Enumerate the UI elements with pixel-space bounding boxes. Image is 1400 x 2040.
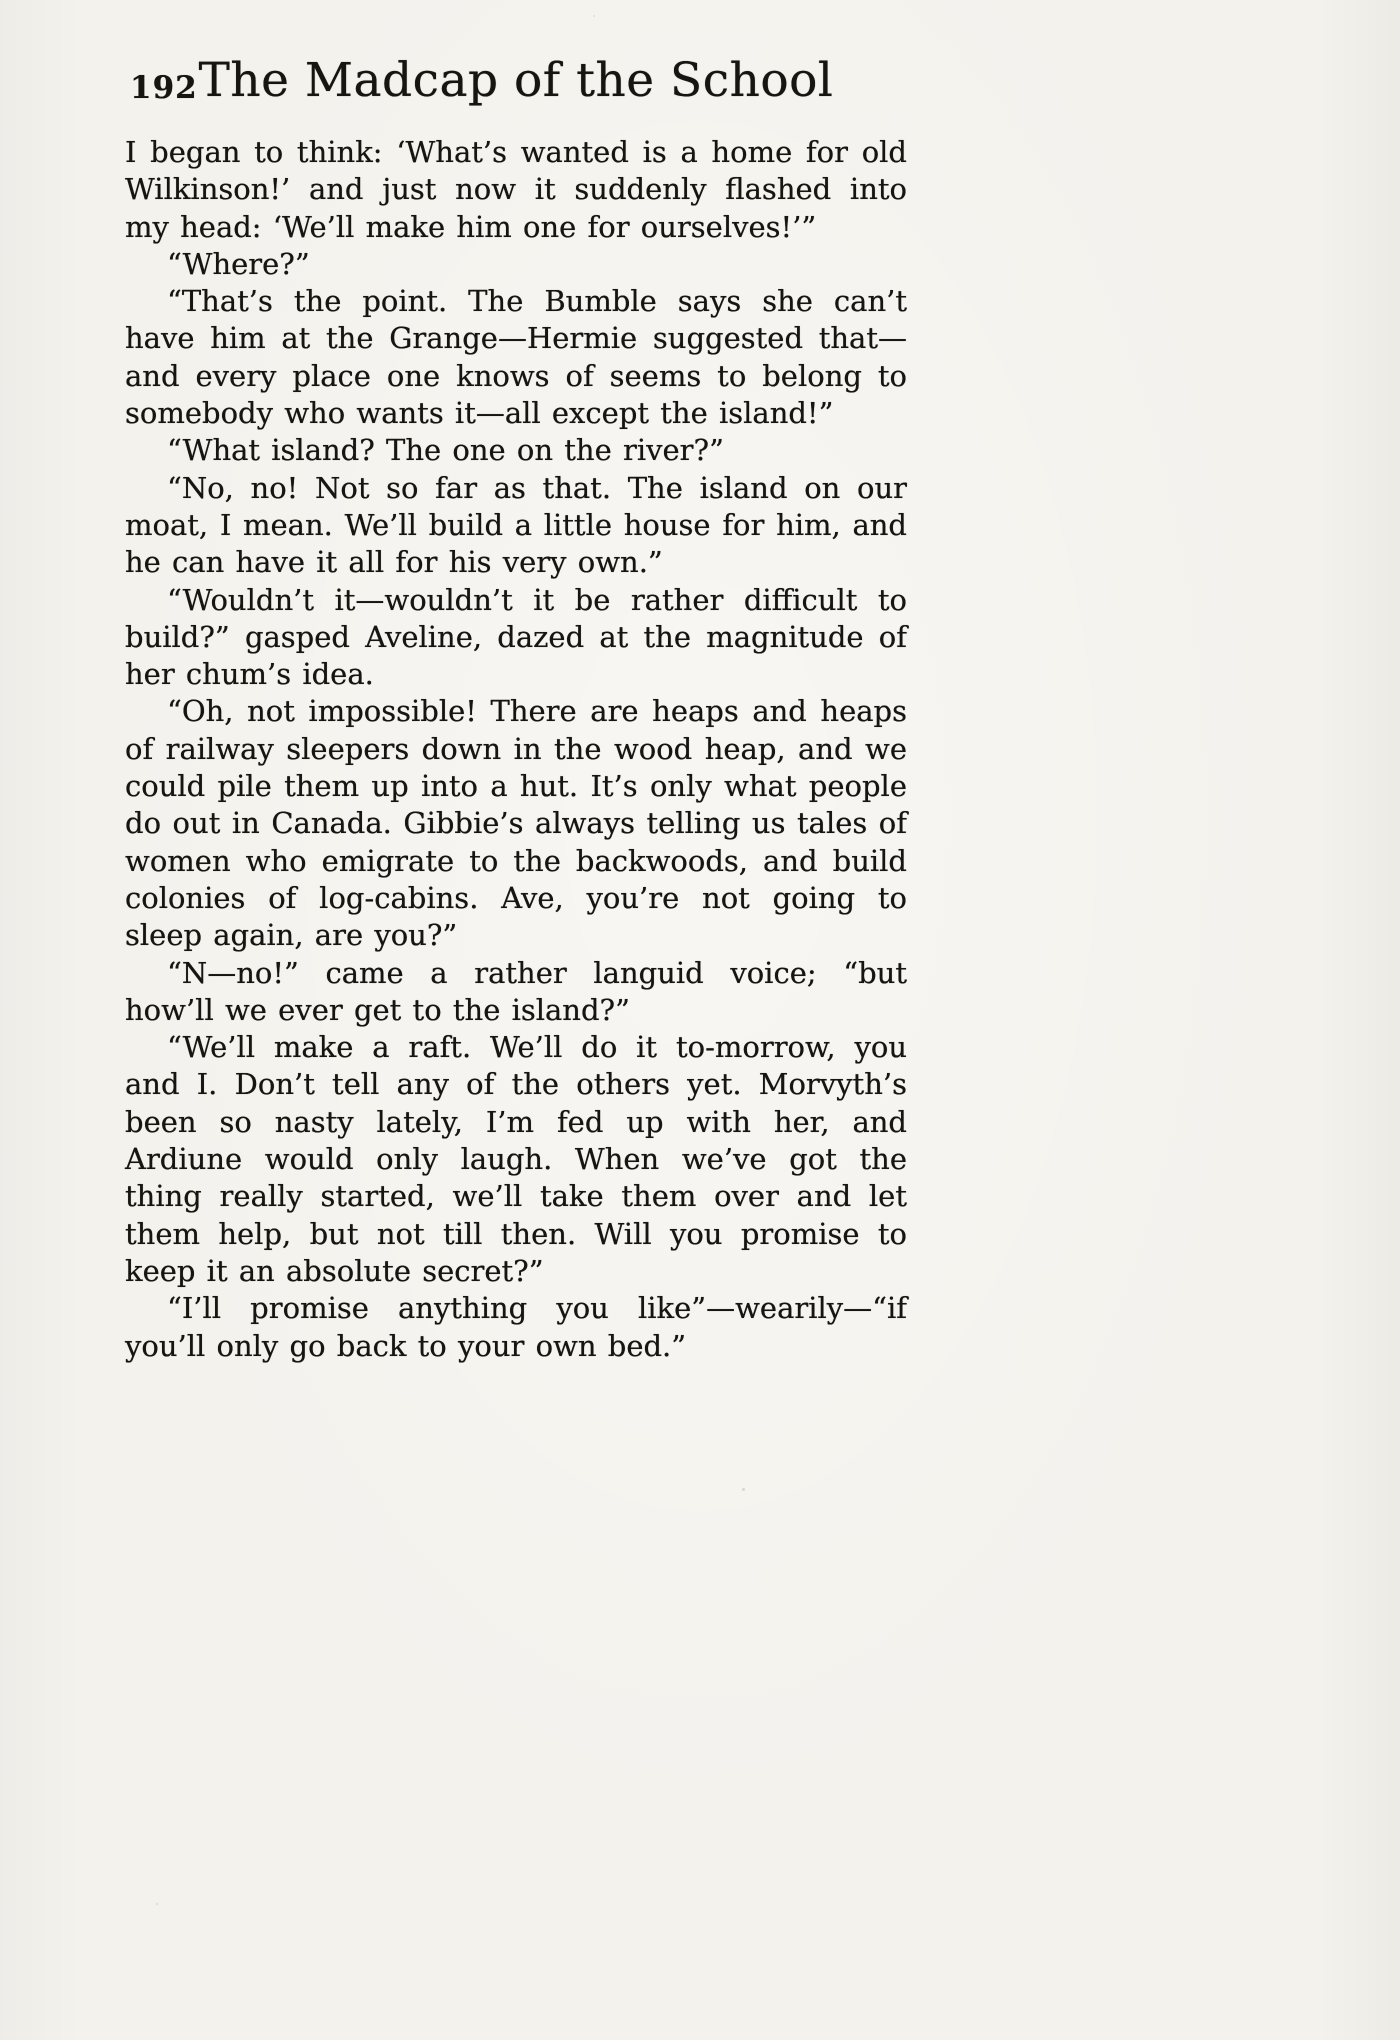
paragraph: “N—no!” came a rather languid voice; “but how’ll we ever get to the island?”: [125, 955, 907, 1027]
paragraph: “I’ll promise anything you like”—wearily—“if you’ll only go back to your own bed.”: [125, 1291, 907, 1363]
paragraph: “Oh, not impossible! There are heaps and heaps of railway sleepers down in the wood heap, and we could pile them up into a hut. It’s only what people do out in Canada. Gibbie’s always telling us tales of women who emigrate to the backwoods, and build colonies of log-cabins. Ave, you’re not going to sleep again, are you?”: [125, 694, 907, 953]
running-title: The Madcap of the School: [198, 53, 834, 108]
page-number: 192: [130, 70, 198, 106]
paragraph: “What island? The one on the river?”: [167, 433, 724, 468]
paragraph: I began to think: ‘What’s wanted is a home for old Wilkinson!’ and just now it suddenly flashed into my head: ‘We’ll make him one for ourselves!’”: [125, 135, 907, 244]
paragraph: “That’s the point. The Bumble says she can’t have him at the Grange—Hermie suggested that—and every place one knows of seems to belong to somebody who wants it—all except the island!”: [125, 284, 907, 431]
scan-speck: [156, 1903, 158, 1905]
paragraph: “No, no! Not so far as that. The island on our moat, I mean. We’ll build a little house for him, and he can have it all for his very own.”: [125, 470, 907, 580]
scan-speck: [593, 15, 595, 17]
scan-speck: [742, 1488, 745, 1491]
paragraph: “We’ll make a raft. We’ll do it to-morrow, you and I. Don’t tell any of the others yet. Morvyth’s been so nasty lately, I’m fed up with her, and Ardiune would only laugh. When we’ve got the thing really started, we’ll take them over and let them help, but not till then. Will you promise to keep it an absolute secret?”: [125, 1030, 907, 1288]
page-header: [125, 50, 907, 112]
page-text: [125, 134, 907, 1365]
paragraph: “Wouldn’t it—wouldn’t it be rather difficult to build?” gasped Aveline, dazed at the magnitude of her chum’s idea.: [125, 582, 907, 692]
paragraph: “Where?”: [167, 246, 310, 281]
